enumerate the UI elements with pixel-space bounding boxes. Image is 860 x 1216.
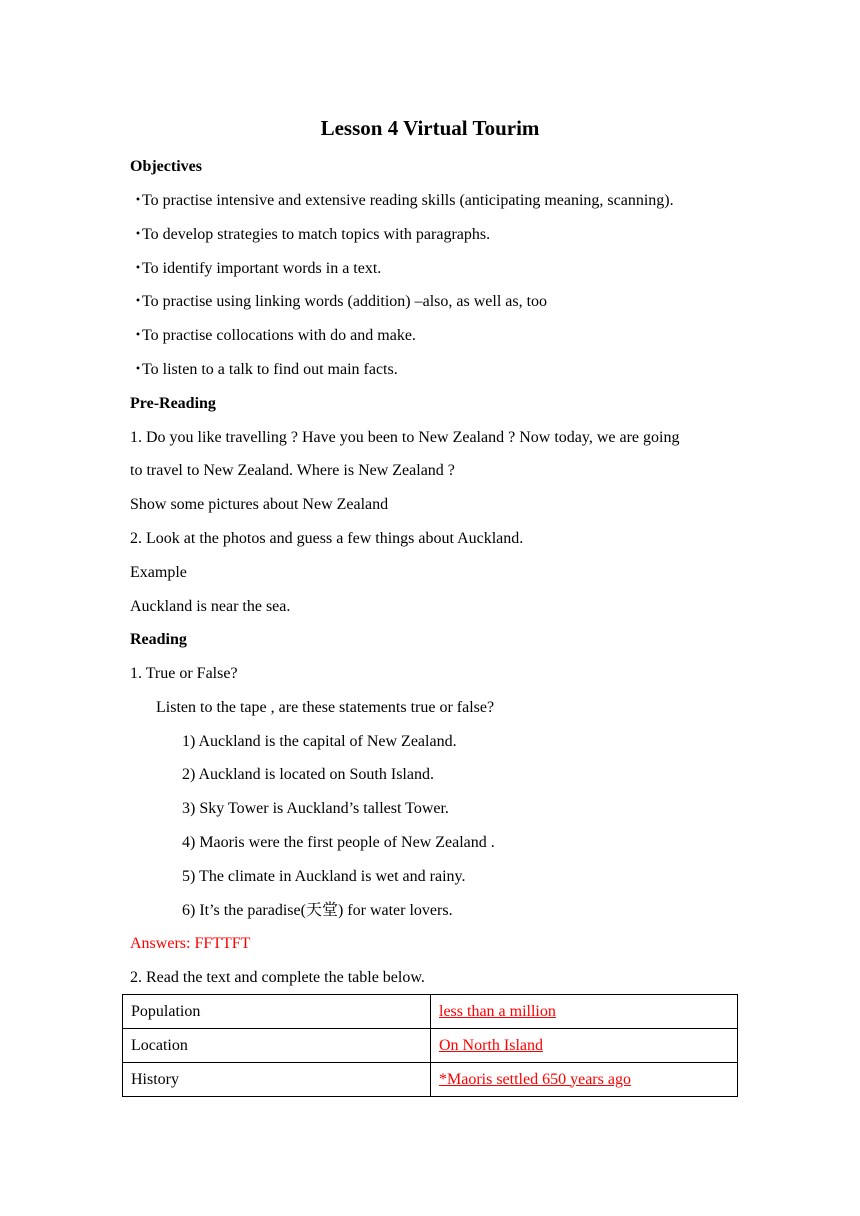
statement-item: 6) It’s the paradise(天堂) for water lovers.	[182, 902, 453, 919]
table-key-cell: History	[123, 1063, 431, 1097]
reading-question-2: 2. Read the text and complete the table below.	[130, 969, 425, 986]
objective-item: ・To practise collocations with do and make.	[130, 327, 416, 344]
objectives-heading: Objectives	[130, 158, 202, 175]
objective-item: ・To develop strategies to match topics with paragraphs.	[130, 226, 491, 243]
pre-reading-question-2: 2. Look at the photos and guess a few things about Auckland.	[130, 530, 524, 547]
reading-heading: Reading	[130, 631, 187, 648]
table-value-cell: On North Island	[431, 1029, 738, 1063]
bullet-icon: ・	[130, 192, 147, 209]
table-value-cell: *Maoris settled 650 years ago	[431, 1063, 738, 1097]
pre-reading-note: Show some pictures about New Zealand	[130, 496, 389, 513]
bullet-icon: ・	[130, 327, 147, 344]
statement-item: 1) Auckland is the capital of New Zealand.	[182, 733, 457, 750]
bullet-icon: ・	[130, 361, 147, 378]
pre-reading-heading: Pre-Reading	[130, 395, 216, 412]
example-text: Auckland is near the sea.	[130, 598, 291, 615]
bullet-icon: ・	[130, 226, 147, 243]
objective-item: ・To identify important words in a text.	[130, 260, 382, 277]
statement-item: 3) Sky Tower is Auckland’s tallest Tower.	[182, 800, 449, 817]
reading-instruction: Listen to the tape , are these statements true or false?	[156, 699, 495, 716]
table-row	[123, 1063, 738, 1097]
statement-item: 2) Auckland is located on South Island.	[182, 766, 434, 783]
info-table	[122, 994, 738, 1097]
bullet-icon: ・	[130, 293, 147, 310]
table-key-cell: Population	[123, 995, 431, 1029]
statement-item: 5) The climate in Auckland is wet and rainy.	[182, 868, 466, 885]
objective-item: ・To listen to a talk to find out main facts.	[130, 361, 398, 378]
answers-text: Answers: FFTTFT	[130, 935, 251, 952]
bullet-icon: ・	[130, 260, 147, 277]
table-key-cell: Location	[123, 1029, 431, 1063]
example-label: Example	[130, 564, 187, 581]
statement-item: 4) Maoris were the first people of New Zealand .	[182, 834, 495, 851]
pre-reading-question-1: 1. Do you like travelling ? Have you been to New Zealand ? Now today, we are going	[130, 429, 680, 446]
reading-question-1: 1. True or False?	[130, 665, 238, 682]
objective-item: ・To practise intensive and extensive reading skills (anticipating meaning, scanning).	[130, 192, 674, 209]
table-row	[123, 1029, 738, 1063]
page-title: Lesson 4 Virtual Tourim	[320, 116, 540, 140]
objective-item: ・To practise using linking words (addition) –also, as well as, too	[130, 293, 548, 310]
table-row	[123, 995, 738, 1029]
pre-reading-question-1-cont: to travel to New Zealand. Where is New Zealand ?	[130, 462, 455, 479]
table-value-cell: less than a million	[431, 995, 738, 1029]
